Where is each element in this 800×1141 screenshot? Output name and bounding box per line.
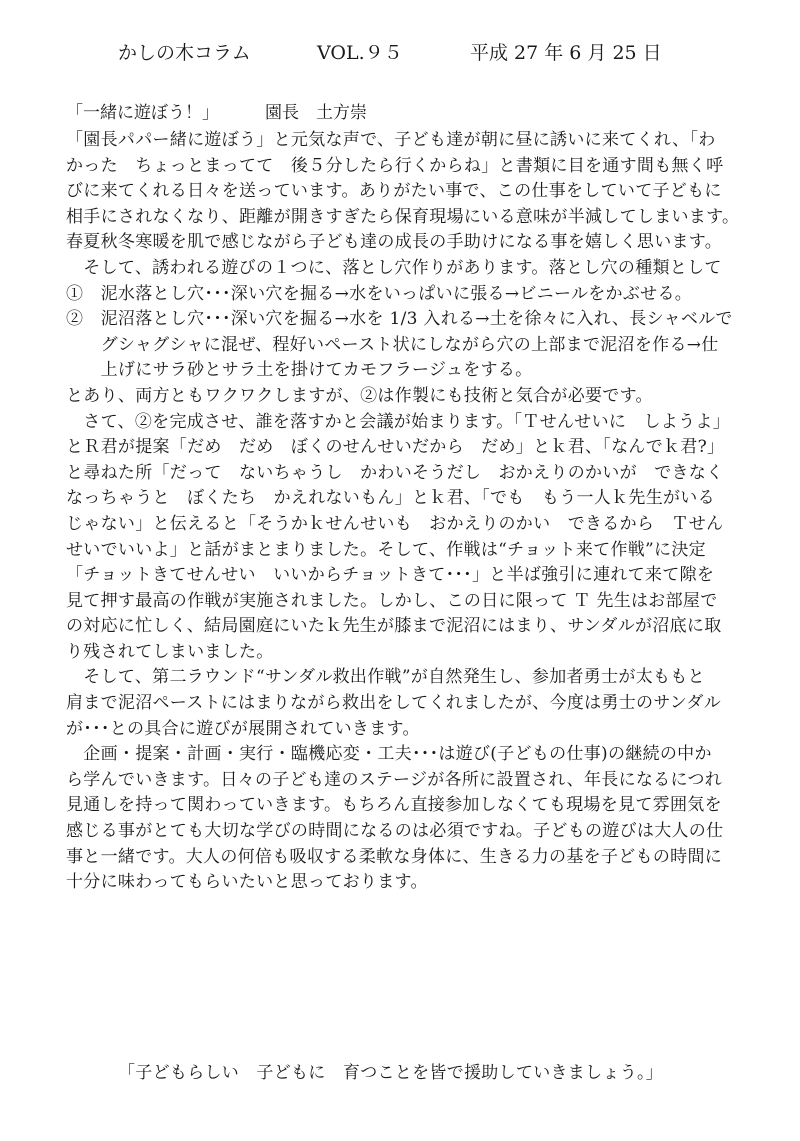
volume-number: VOL.９５ xyxy=(317,42,403,64)
body-line: びに来てくれる日々を送っています。ありがたい事で、この仕事をしていて子どもに xyxy=(66,181,722,202)
article-body xyxy=(66,128,746,896)
column-header xyxy=(0,38,800,68)
body-line: り残されてしまいました。 xyxy=(66,641,274,662)
body-line: じゃない」と伝えると「そうかｋせんせいも おかえりのかい できるから Ｔせん xyxy=(66,513,724,534)
body-line: 上げにサラ砂とサラ土を掛けてカモフラージュをする。 xyxy=(66,360,533,381)
body-line: そして、第二ラウンド“サンダル救出作戦”が自然発生し、参加者勇士が太ももと xyxy=(66,667,705,688)
column-series-name: かしの木コラム xyxy=(118,42,251,64)
body-line: ② 泥沼落とし穴･･･深い穴を掘る→水を 1/3 入れる→土を徐々に入れ、長シャベルで xyxy=(66,309,733,330)
body-line: 肩まで泥沼ペーストにはまりながら救出をしてくれましたが、今度は勇士のサンダル xyxy=(66,693,722,714)
body-line: が･･･との具合に遊びが展開されていきます。 xyxy=(66,718,420,739)
body-line: かった ちょっとまってて 後５分したら行くからね」と書類に目を通す間も無く呼 xyxy=(66,155,724,176)
article-title: 「一緒に遊ぼう！」 xyxy=(66,103,219,123)
closing-message: 「子どもらしい 子どもに 育つことを皆で援助していきましょう。」 xyxy=(118,1063,664,1083)
body-line: ら学んでいきます。日々の子ども達のステージが各所に設置され、年長になるにつれ xyxy=(66,769,723,790)
article-author: 園長 土方崇 xyxy=(265,103,367,123)
body-line: 「園長パパー緒に遊ぼう」と元気な声で、子ども達が朝に昼に誘いに来てくれ、「わ xyxy=(66,130,716,150)
body-line: なっちゃうと ぼくたち かえれないもん」とｋ君、「でも もう一人ｋ先生がいる xyxy=(66,488,715,509)
body-line: せいでいいよ」と話がまとまりました。そして、作戦は“チョット来て作戦”に決定 xyxy=(66,539,706,560)
body-line: そして、誘われる遊びの１つに、落とし穴作りがあります。落とし穴の種類として xyxy=(66,257,722,278)
body-line: 見て押す最高の作戦が実施されました。しかし、この日に限って Ｔ 先生はお部屋で xyxy=(66,590,718,611)
body-line: と尋ねた所「だって ないちゃうし かわいそうだし おかえりのかいが できなく xyxy=(66,462,724,483)
body-line: さて、②を完成させ、誰を落すかと会議が始まります。「Ｔせんせいに しようよ」 xyxy=(66,411,730,432)
body-line: 春夏秋冬寒暖を肌で感じながら子ども達の成長の手助けになる事を嬉しく思います。 xyxy=(66,232,723,253)
body-line: の対応に忙しく、結局園庭にいたｋ先生が膝まで泥沼にはまり、サンダルが沼底に取 xyxy=(66,616,722,637)
body-line: 見通しを持って関わっていきます。もちろん直接参加しなくても現場を見て雰囲気を xyxy=(66,795,722,816)
body-line: ① 泥水落とし穴･･･深い穴を掘る→水をいっぱいに張る→ビニールをかぶせる。 xyxy=(66,283,693,304)
body-line: 相手にされなくなり、距離が開きすぎたら保育現場にいる意味が半減してしまいます。 xyxy=(66,206,740,227)
body-line: グシャグシャに混ぜ、程好いペースト状にしながら穴の上部まで泥沼を作る→仕 xyxy=(66,334,719,355)
body-line: 事と一緒です。大人の何倍も吸収する柔軟な身体に、生きる力の基を子どもの時間に xyxy=(66,846,723,867)
body-line: とあり、両方ともワクワクしますが、②は作製にも技術と気合が必要です。 xyxy=(66,385,653,406)
body-line: 感じる事がとても大切な学びの時間になるのは必須ですね。子どもの遊びは大人の仕 xyxy=(66,821,724,842)
issue-date: 平成 27 年 6 月 25 日 xyxy=(470,42,662,64)
body-line: 企画・提案・計画・実行・臨機応変・工夫･･･は遊び(子どもの仕事)の継続の中か xyxy=(66,744,712,765)
article-heading xyxy=(66,98,367,123)
body-line: 「チョットきてせんせい いいからチョットきて･･･」と半ば強引に連れて来て隙を xyxy=(66,565,715,586)
body-line: とＲ君が提案「だめ だめ ぼくのせんせいだから だめ」とｋ君、「なんでｋ君?」 xyxy=(66,437,725,458)
body-line: 十分に味わってもらいたいと思っております。 xyxy=(66,872,428,893)
